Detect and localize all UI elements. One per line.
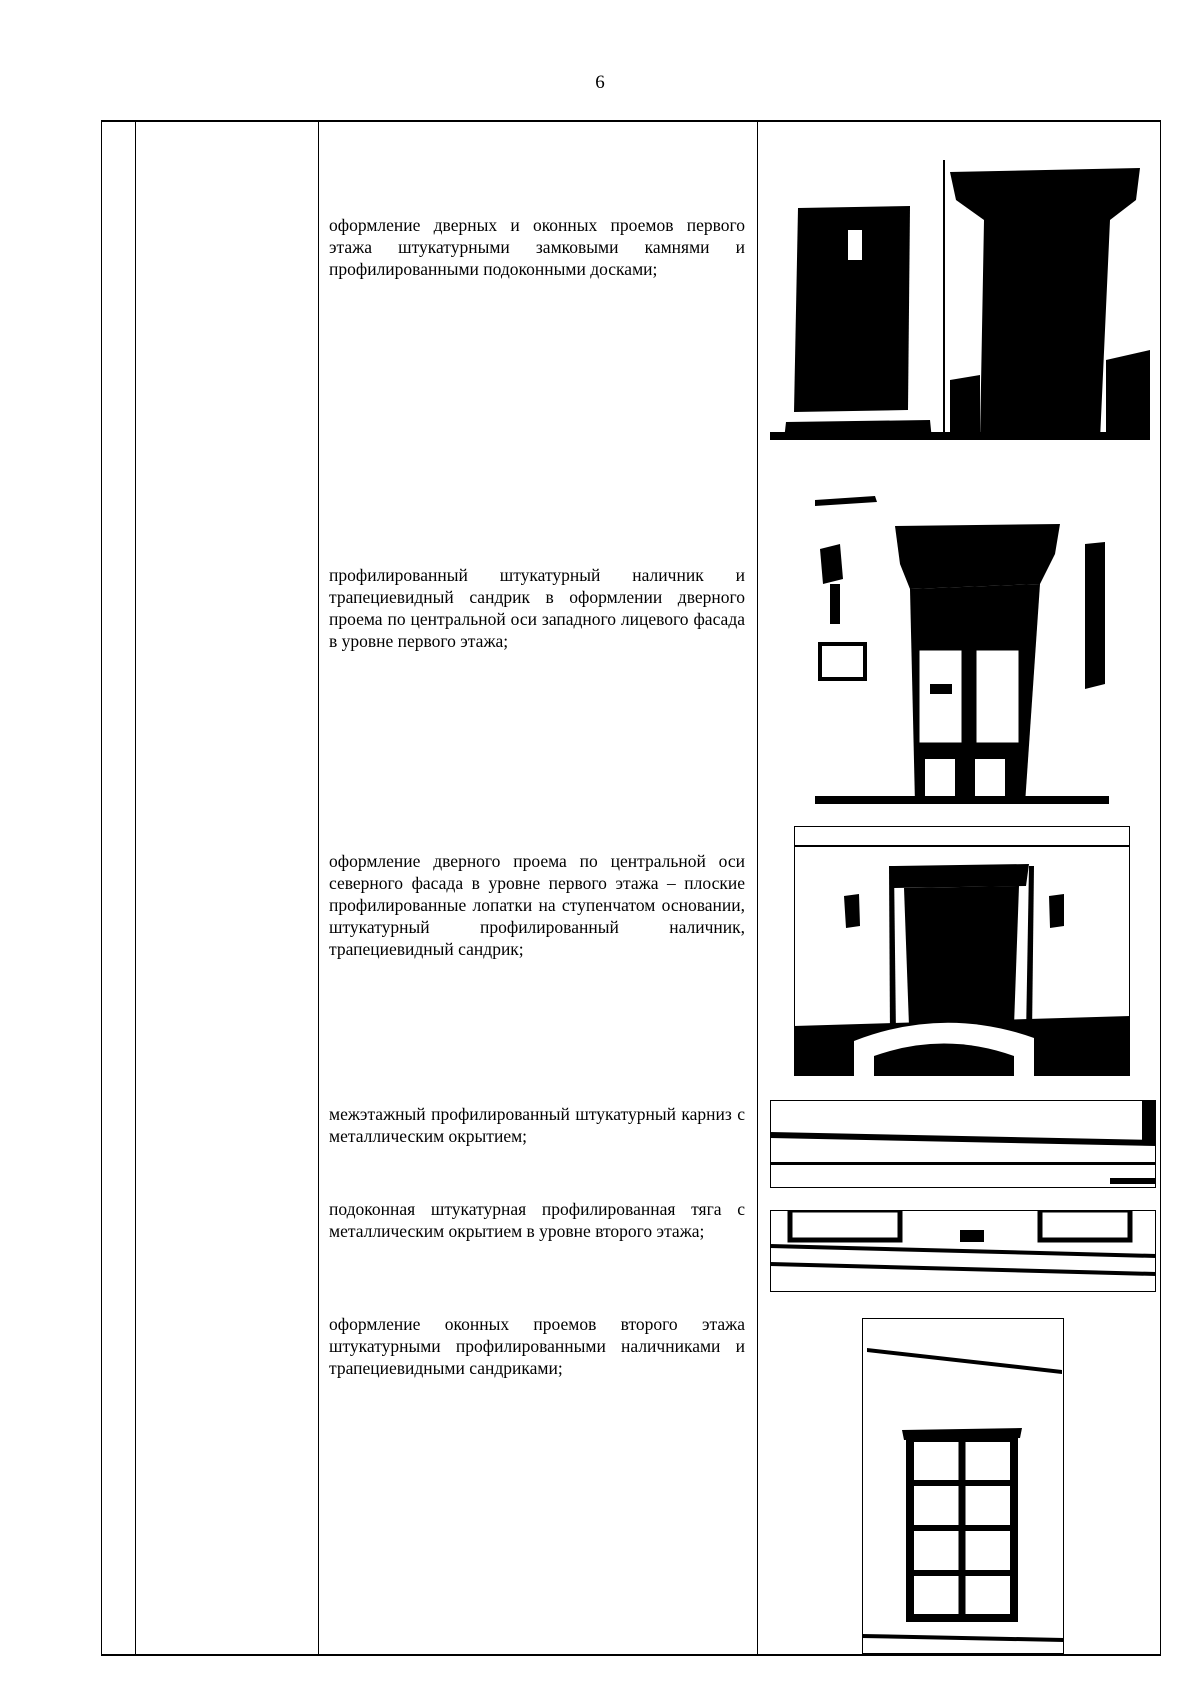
element-description: оформление оконных проемов второго этажа штукатурными профилированными наличниками и трапециевидными сандриками; — [329, 1314, 745, 1378]
facade-photo-sill-band — [770, 1210, 1156, 1292]
page-number: 6 — [595, 72, 605, 93]
column-divider — [318, 120, 319, 1656]
facade-photo-cornice — [770, 1100, 1156, 1188]
element-description: межэтажный профилированный штукатурный карниз с металлическим окрытием; — [329, 1104, 745, 1146]
element-description: оформление дверного проема по центральной оси северного фасада в уровне первого этажа – плоские профилированные лопатки на ступенчатом основании, штукатурный профилированный наличник, трапециевидный сандрик; — [329, 851, 745, 959]
facade-photo-north-entrance — [794, 826, 1130, 1076]
facade-photo-second-floor-window — [862, 1318, 1064, 1654]
facade-photo-first-floor-openings — [770, 160, 1150, 440]
column-divider — [757, 120, 758, 1656]
element-description: оформление дверных и оконных проемов первого этажа штукатурными замковыми камнями и профилированными подоконными досками; — [329, 215, 745, 279]
element-description: профилированный штукатурный наличник и трапециевидный сандрик в оформлении дверного проема по центральной оси западного лицевого фасада в уровне первого этажа; — [329, 565, 745, 651]
facade-photo-west-entrance — [815, 484, 1109, 804]
column-divider — [135, 120, 136, 1656]
element-description: подоконная штукатурная профилированная тяга с металлическим окрытием в уровне второго этажа; — [329, 1199, 745, 1241]
